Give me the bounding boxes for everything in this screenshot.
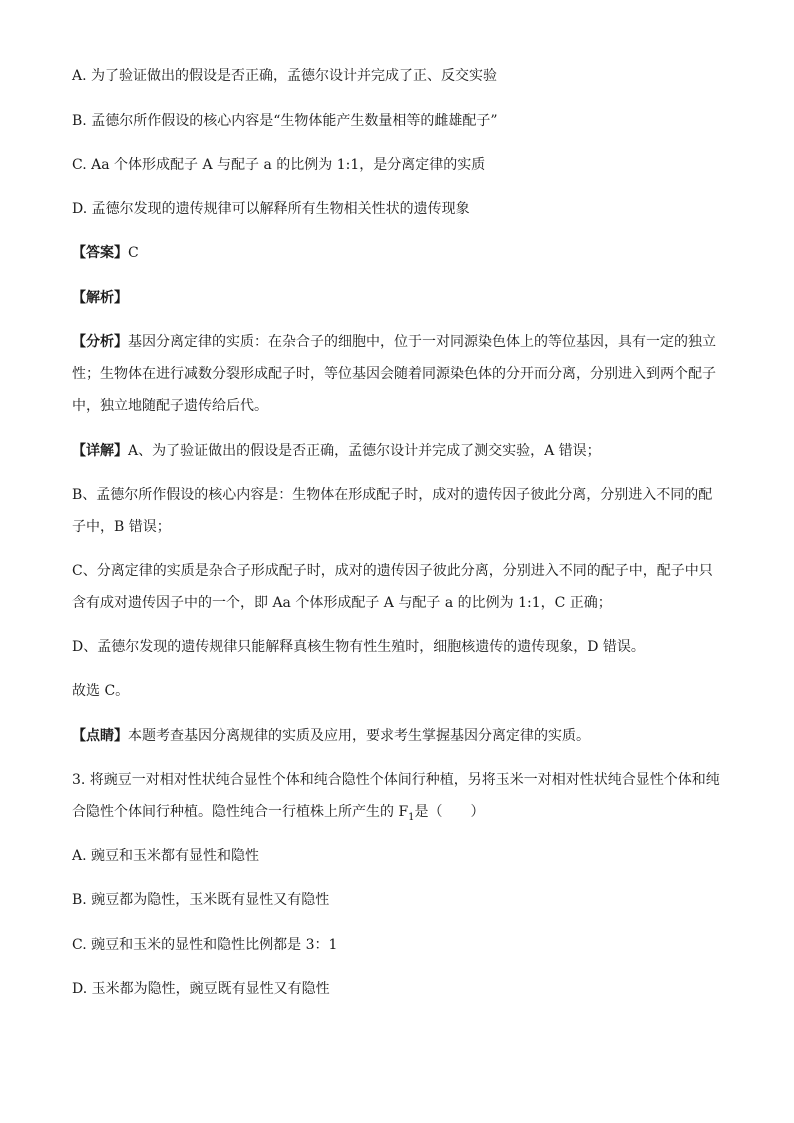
fenxi-tag: 【分析】 <box>72 334 128 350</box>
xiangjie-line-c2: 含有成对遗传因子中的一个，即 Aa 个体形成配子 A 与配子 a 的比例为 1:1，C 正确； <box>72 595 612 611</box>
fenxi-text-1: 基因分离定律的实质：在杂合子的细胞中，位于一对同源染色体上的等位基因，具有一定的独立 <box>128 334 716 350</box>
dianjing-text: 本题考查基因分离规律的实质及应用，要求考生掌握基因分离定律的实质。 <box>128 728 590 744</box>
answer-value: C <box>128 245 139 261</box>
fenxi-line-3: 中，独立地随配子遗传给后代。 <box>72 398 268 414</box>
fenxi-line-1 <box>72 332 716 352</box>
q3-option-b: B. 豌豆都为隐性，玉米既有显性又有隐性 <box>72 892 330 908</box>
dianjing-line <box>72 726 590 746</box>
analysis-tag: 【解析】 <box>72 290 128 306</box>
q3-stem-subscript: 1 <box>408 811 415 823</box>
xiangjie-line-c1: C、分离定律的实质是杂合子形成配子时，成对的遗传因子彼此分离，分别进入不同的配子中，配子中只 <box>72 563 713 579</box>
q3-stem-pre: 合隐性个体间行种植。隐性纯合一行植株上所产生的 F <box>72 804 409 820</box>
answer-line <box>72 243 139 263</box>
dianjing-tag: 【点睛】 <box>72 728 128 744</box>
q3-stem-post: 是（ ） <box>414 804 485 820</box>
q3-option-d: D. 玉米都为隐性，豌豆既有显性又有隐性 <box>72 981 330 997</box>
fenxi-line-2: 性；生物体在进行减数分裂形成配子时，等位基因会随着同源染色体的分开而分离，分别进入到两个配子 <box>72 366 716 382</box>
q2-option-a: A. 为了验证做出的假设是否正确，孟德尔设计并完成了正、反交实验 <box>72 68 498 84</box>
answer-tag: 【答案】 <box>72 245 128 261</box>
xiangjie-line-b2: 子中，B 错误； <box>72 519 171 535</box>
q2-option-d: D. 孟德尔发现的遗传规律可以解释所有生物相关性状的遗传现象 <box>72 201 470 217</box>
q2-option-b: B. 孟德尔所作假设的核心内容是“生物体能产生数量相等的雌雄配子” <box>72 113 498 129</box>
xiangjie-a: A、为了验证做出的假设是否正确，孟德尔设计并完成了测交实验，A 错误； <box>128 443 601 459</box>
xiangjie-line-d: D、孟德尔发现的遗传规律只能解释真核生物有性生殖时，细胞核遗传的遗传现象，D 错误。 <box>72 639 645 655</box>
q3-option-a: A. 豌豆和玉米都有显性和隐性 <box>72 848 260 864</box>
choose-line: 故选 C。 <box>72 683 130 699</box>
q2-option-c: C. Aa 个体形成配子 A 与配子 a 的比例为 1:1，是分离定律的实质 <box>72 157 486 173</box>
q3-stem-line-2 <box>72 802 485 828</box>
q3-option-c: C. 豌豆和玉米的显性和隐性比例都是 3：1 <box>72 937 338 953</box>
xiangjie-line-a <box>72 441 601 461</box>
q3-stem-line-1: 3. 将豌豆一对相对性状纯合显性个体和纯合隐性个体间行种植，另将玉米一对相对性状纯合显性个体和纯 <box>72 772 720 788</box>
xiangjie-line-b1: B、孟德尔所作假设的核心内容是：生物体在形成配子时，成对的遗传因子彼此分离，分别进入不同的配 <box>72 487 713 503</box>
xiangjie-tag: 【详解】 <box>72 443 128 459</box>
